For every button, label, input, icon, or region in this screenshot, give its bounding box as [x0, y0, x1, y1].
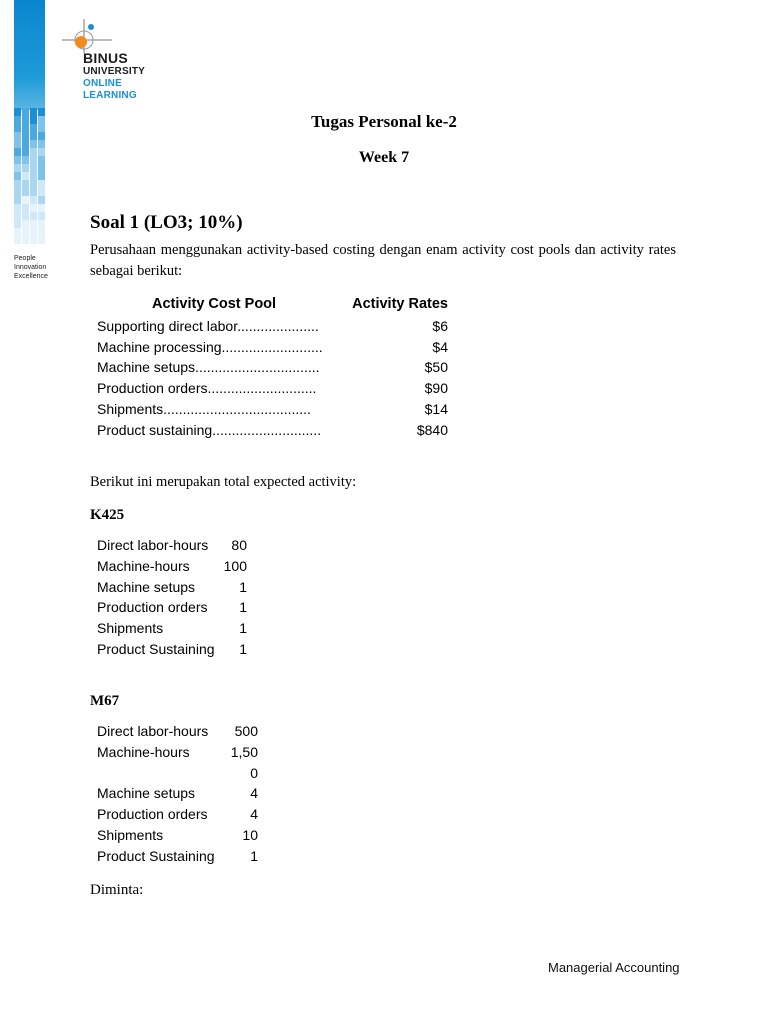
band-mosaic-cell — [22, 220, 29, 228]
m67-row-value: 0 — [250, 765, 258, 781]
rates-row-pool: Machine processing.......................... — [97, 339, 323, 355]
k425-title: K425 — [90, 507, 125, 523]
rates-row-rate: $90 — [424, 380, 448, 396]
m67-row-value: 4 — [250, 785, 258, 801]
k425-row-value: 1 — [239, 579, 247, 595]
brand-band-solid — [14, 0, 45, 110]
tagline-line: Excellence — [14, 273, 48, 280]
logo-binus: BINUS — [83, 50, 129, 66]
band-mosaic-cell — [22, 236, 29, 244]
band-mosaic-cell — [38, 228, 45, 236]
band-mosaic-cell — [14, 132, 21, 140]
rates-row-pool: Product sustaining............................ — [97, 422, 322, 438]
band-mosaic-cell — [30, 220, 37, 228]
band-mosaic-cell — [14, 236, 21, 244]
k425-row-label: Product Sustaining — [97, 641, 215, 657]
band-mosaic-cell — [14, 212, 21, 220]
question-intro: Perusahaan menggunakan activity-based costing dengan enam activity cost pools dan activity rates sebagai berikut: — [90, 242, 676, 279]
band-mosaic-cell — [38, 220, 45, 228]
m67-row-label: Machine setups — [97, 785, 196, 801]
band-mosaic-cell — [30, 140, 37, 148]
k425-row-value: 1 — [239, 641, 247, 657]
band-mosaic-cell — [30, 172, 37, 180]
m67-row-value: 10 — [242, 827, 258, 843]
rates-row-rate: $840 — [416, 422, 448, 438]
k425-row-value: 100 — [223, 558, 247, 574]
binus-logo — [60, 15, 160, 105]
band-mosaic-cell — [22, 212, 29, 220]
band-mosaic-cell — [30, 212, 37, 220]
k425-row-label: Machine-hours — [97, 558, 190, 574]
band-mosaic-cell — [30, 236, 37, 244]
band-mosaic-cell — [30, 132, 37, 140]
band-mosaic-cell — [22, 172, 29, 180]
band-mosaic-cell — [30, 204, 37, 212]
m67-row-value: 1,50 — [230, 744, 258, 760]
rates-header-rate: Activity Rates — [352, 296, 448, 312]
band-mosaic-cell — [30, 228, 37, 236]
k425-row-value: 80 — [231, 537, 247, 553]
band-mosaic-cell — [30, 196, 37, 204]
binus-emblem-icon — [60, 15, 120, 55]
band-mosaic-cell — [14, 140, 21, 148]
m67-row-label: Machine-hours — [97, 744, 190, 760]
document-week: Week 7 — [358, 149, 410, 166]
m67-row-label: Production orders — [97, 806, 208, 822]
rates-header-pool: Activity Cost Pool — [152, 296, 277, 312]
band-mosaic-cell — [14, 172, 21, 180]
page-footer: Managerial Accounting — [548, 960, 680, 975]
document-title: Tugas Personal ke-2 — [311, 112, 457, 131]
brand-tagline — [14, 254, 48, 281]
band-mosaic-cell — [14, 228, 21, 236]
band-mosaic-cell — [14, 204, 21, 212]
k425-row-label: Direct labor-hours — [97, 537, 209, 553]
m67-row-label: Shipments — [97, 827, 164, 843]
tagline-line: People — [14, 255, 36, 262]
rates-row-pool: Supporting direct labor..................... — [97, 318, 319, 334]
m67-row-value: 1 — [250, 848, 258, 864]
m67-row-value: 4 — [250, 806, 258, 822]
rates-row-rate: $50 — [424, 359, 448, 375]
band-mosaic-cell — [22, 228, 29, 236]
rates-row-rate: $6 — [432, 318, 448, 334]
band-mosaic-cell — [22, 188, 29, 196]
band-mosaic-cell — [22, 132, 29, 140]
expected-activity-intro: Berikut ini merupakan total expected activity: — [90, 474, 357, 490]
band-mosaic-cell — [14, 188, 21, 196]
m67-row-value: 500 — [234, 723, 258, 739]
m67-title: M67 — [90, 693, 120, 709]
rates-row-rate: $4 — [432, 339, 448, 355]
rates-row-pool: Shipments...................................... — [97, 401, 311, 417]
band-mosaic-cell — [38, 140, 45, 148]
k425-row-label: Production orders — [97, 599, 208, 615]
logo-online: ONLINE — [83, 78, 122, 89]
logo-learning: LEARNING — [83, 90, 137, 101]
band-mosaic-cell — [14, 196, 21, 204]
rates-row-rate: $14 — [424, 401, 448, 417]
band-mosaic-cell — [22, 196, 29, 204]
band-mosaic-cell — [38, 236, 45, 244]
band-mosaic-cell — [38, 180, 45, 188]
m67-row-label: Product Sustaining — [97, 848, 215, 864]
band-mosaic-cell — [30, 180, 37, 188]
band-mosaic-cell — [38, 196, 45, 204]
k425-row-value: 1 — [239, 599, 247, 615]
tagline-line: Innovation — [14, 264, 47, 271]
band-mosaic-cell — [38, 188, 45, 196]
requirements-heading: Diminta: — [90, 882, 144, 898]
rates-row-pool: Production orders............................ — [97, 380, 317, 396]
band-mosaic-cell — [38, 212, 45, 220]
rates-row-pool: Machine setups................................ — [97, 359, 320, 375]
question-heading: Soal 1 (LO3; 10%) — [90, 212, 243, 233]
band-mosaic-cell — [38, 204, 45, 212]
logo-university: UNIVERSITY — [83, 66, 146, 77]
band-mosaic-cell — [22, 180, 29, 188]
k425-row-value: 1 — [239, 620, 247, 636]
band-mosaic-cell — [22, 204, 29, 212]
band-mosaic-cell — [14, 220, 21, 228]
band-mosaic-cell — [38, 132, 45, 140]
band-mosaic-cell — [22, 140, 29, 148]
band-mosaic-cell — [30, 188, 37, 196]
band-mosaic-cell — [38, 172, 45, 180]
m67-row-label: Direct labor-hours — [97, 723, 209, 739]
k425-row-label: Shipments — [97, 620, 164, 636]
band-mosaic-cell — [14, 180, 21, 188]
k425-row-label: Machine setups — [97, 579, 196, 595]
